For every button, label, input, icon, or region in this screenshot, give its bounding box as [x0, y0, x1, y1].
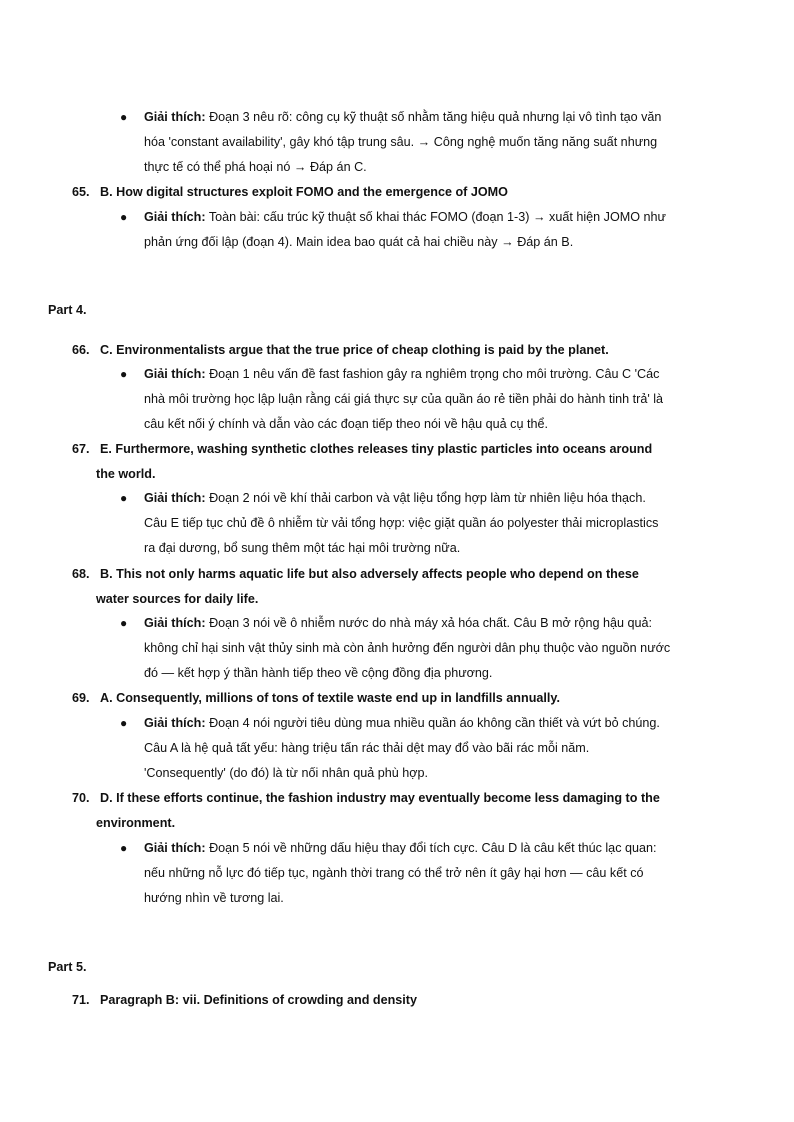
answer-66: [72, 338, 752, 363]
answer-65: [72, 180, 752, 205]
explanation-line: Câu E tiếp tục chủ đề ô nhiễm từ vải tổng hợp: việc giặt quần áo polyester thải microplastics: [144, 516, 659, 530]
bullet-icon: ●: [120, 210, 128, 224]
explanation-label: Giải thích:: [144, 716, 206, 730]
part-5-heading: Part 5.: [48, 960, 87, 974]
explanation-line: [144, 362, 744, 387]
explanation-line: [144, 836, 744, 861]
explanation-text: Toàn bài: cấu trúc kỹ thuật số khai thác FOMO (đoạn 1-3) → xuất hiện JOMO như: [208, 210, 666, 224]
answer-text-continued: water sources for daily life.: [96, 592, 259, 606]
explanation-68: [120, 611, 744, 686]
explanation-line: [144, 611, 744, 636]
explanation-label: Giải thích:: [144, 210, 206, 224]
explanation-69: [120, 711, 744, 786]
explanation-text: Đoạn 5 nói về những dấu hiệu thay đổi tích cực. Câu D là câu kết thúc lạc quan:: [209, 841, 657, 855]
answer-text: C. Environmentalists argue that the true price of cheap clothing is paid by the planet.: [100, 343, 609, 357]
question-number: 69.: [72, 691, 90, 705]
explanation-text: Đoạn 2 nói về khí thải carbon và vật liệu tổng hợp làm từ nhiên liệu hóa thạch.: [209, 491, 646, 505]
question-number: 71.: [72, 993, 90, 1007]
explanation-label: Giải thích:: [144, 616, 206, 630]
explanation-label: Giải thích:: [144, 841, 206, 855]
answer-text: B. This not only harms aquatic life but also adversely affects people who depend on these: [100, 567, 639, 581]
explanation-line: [144, 105, 744, 130]
answer-text: Paragraph B: vii. Definitions of crowding and density: [100, 993, 417, 1007]
answer-text: A. Consequently, millions of tons of textile waste end up in landfills annually.: [100, 691, 560, 705]
explanation-line: câu kết nối ý chính và dẫn vào các đoạn tiếp theo nói về hậu quả cụ thể.: [144, 417, 548, 431]
explanation-70: [120, 836, 744, 911]
answer-70: [72, 786, 752, 836]
explanation-line: đó — kết hợp ý thần hành tiếp theo về cộng đồng địa phương.: [144, 666, 493, 680]
explanation-line: [144, 486, 744, 511]
explanation-line: [144, 205, 744, 230]
part-4-heading: Part 4.: [48, 303, 87, 317]
bullet-icon: ●: [120, 110, 128, 124]
explanation-line: không chỉ hại sinh vật thủy sinh mà còn ảnh hưởng đến người dân phụ thuộc vào nguồn nước: [144, 641, 671, 655]
explanation-label: Giải thích:: [144, 491, 206, 505]
explanation-67: [120, 486, 744, 561]
question-number: 65.: [72, 185, 90, 199]
explanation-text: Đoạn 4 nói người tiêu dùng mua nhiều quần áo không cần thiết và vứt bỏ chúng.: [209, 716, 660, 730]
question-number: 68.: [72, 567, 90, 581]
question-number: 70.: [72, 791, 90, 805]
bullet-icon: ●: [120, 491, 128, 505]
explanation-line: 'Consequently' (do đó) là từ nối nhân quả phù hợp.: [144, 766, 429, 780]
explanation-line: hướng nhìn về tương lai.: [144, 891, 284, 905]
answer-text: E. Furthermore, washing synthetic clothes releases tiny plastic particles into oceans around: [100, 442, 653, 456]
explanation-line: Câu A là hệ quả tất yếu: hàng triệu tấn rác thải dệt may đổ vào bãi rác mỗi năm.: [144, 741, 590, 755]
explanation-line: nếu những nỗ lực đó tiếp tục, ngành thời trang có thể trở nên ít gây hại hơn — câu kết có: [144, 866, 644, 880]
answer-71: [72, 988, 752, 1013]
answer-text-continued: the world.: [96, 467, 156, 481]
bullet-icon: ●: [120, 716, 128, 730]
question-number: 66.: [72, 343, 90, 357]
explanation-line: phản ứng đối lập (đoạn 4). Main idea bao quát cả hai chiều này → Đáp án B.: [144, 235, 574, 249]
answer-text-continued: environment.: [96, 816, 176, 830]
explanation-label: Giải thích:: [144, 367, 206, 381]
question-number: 67.: [72, 442, 90, 456]
explanation-line: nhà môi trường học lập luận rằng cái giá thực sự của quần áo rẻ tiền phải do hành tinh trả' là: [144, 392, 664, 406]
explanation-text: Đoạn 3 nêu rõ: công cụ kỹ thuật số nhằm tăng hiệu quả nhưng lại vô tình tạo văn: [209, 110, 662, 124]
answer-67: [72, 437, 752, 487]
bullet-icon: ●: [120, 367, 128, 381]
explanation-66: [120, 362, 744, 437]
answer-69: [72, 686, 752, 711]
answer-text: D. If these efforts continue, the fashion industry may eventually become less damaging to the: [100, 791, 660, 805]
explanation-text: Đoạn 3 nói về ô nhiễm nước do nhà máy xả hóa chất. Câu B mở rộng hậu quả:: [209, 616, 652, 630]
explanation-line: ra đại dương, bổ sung thêm một tác hại môi trường nữa.: [144, 541, 461, 555]
explanation-65: [120, 205, 744, 255]
explanation-label: Giải thích:: [144, 110, 206, 124]
explanation-line: [144, 711, 744, 736]
bullet-icon: ●: [120, 841, 128, 855]
explanation-line: hóa 'constant availability', gây khó tập trung sâu. → Công nghệ muốn tăng năng suất nhưng: [144, 135, 658, 149]
answer-68: [72, 562, 752, 612]
explanation-text: Đoạn 1 nêu vấn đề fast fashion gây ra nghiêm trọng cho môi trường. Câu C 'Các: [209, 367, 660, 381]
explanation-64: [120, 105, 744, 180]
bullet-icon: ●: [120, 616, 128, 630]
answer-text: B. How digital structures exploit FOMO and the emergence of JOMO: [100, 185, 508, 199]
explanation-line: thực tế có thể phá hoại nó → Đáp án C.: [144, 160, 367, 174]
